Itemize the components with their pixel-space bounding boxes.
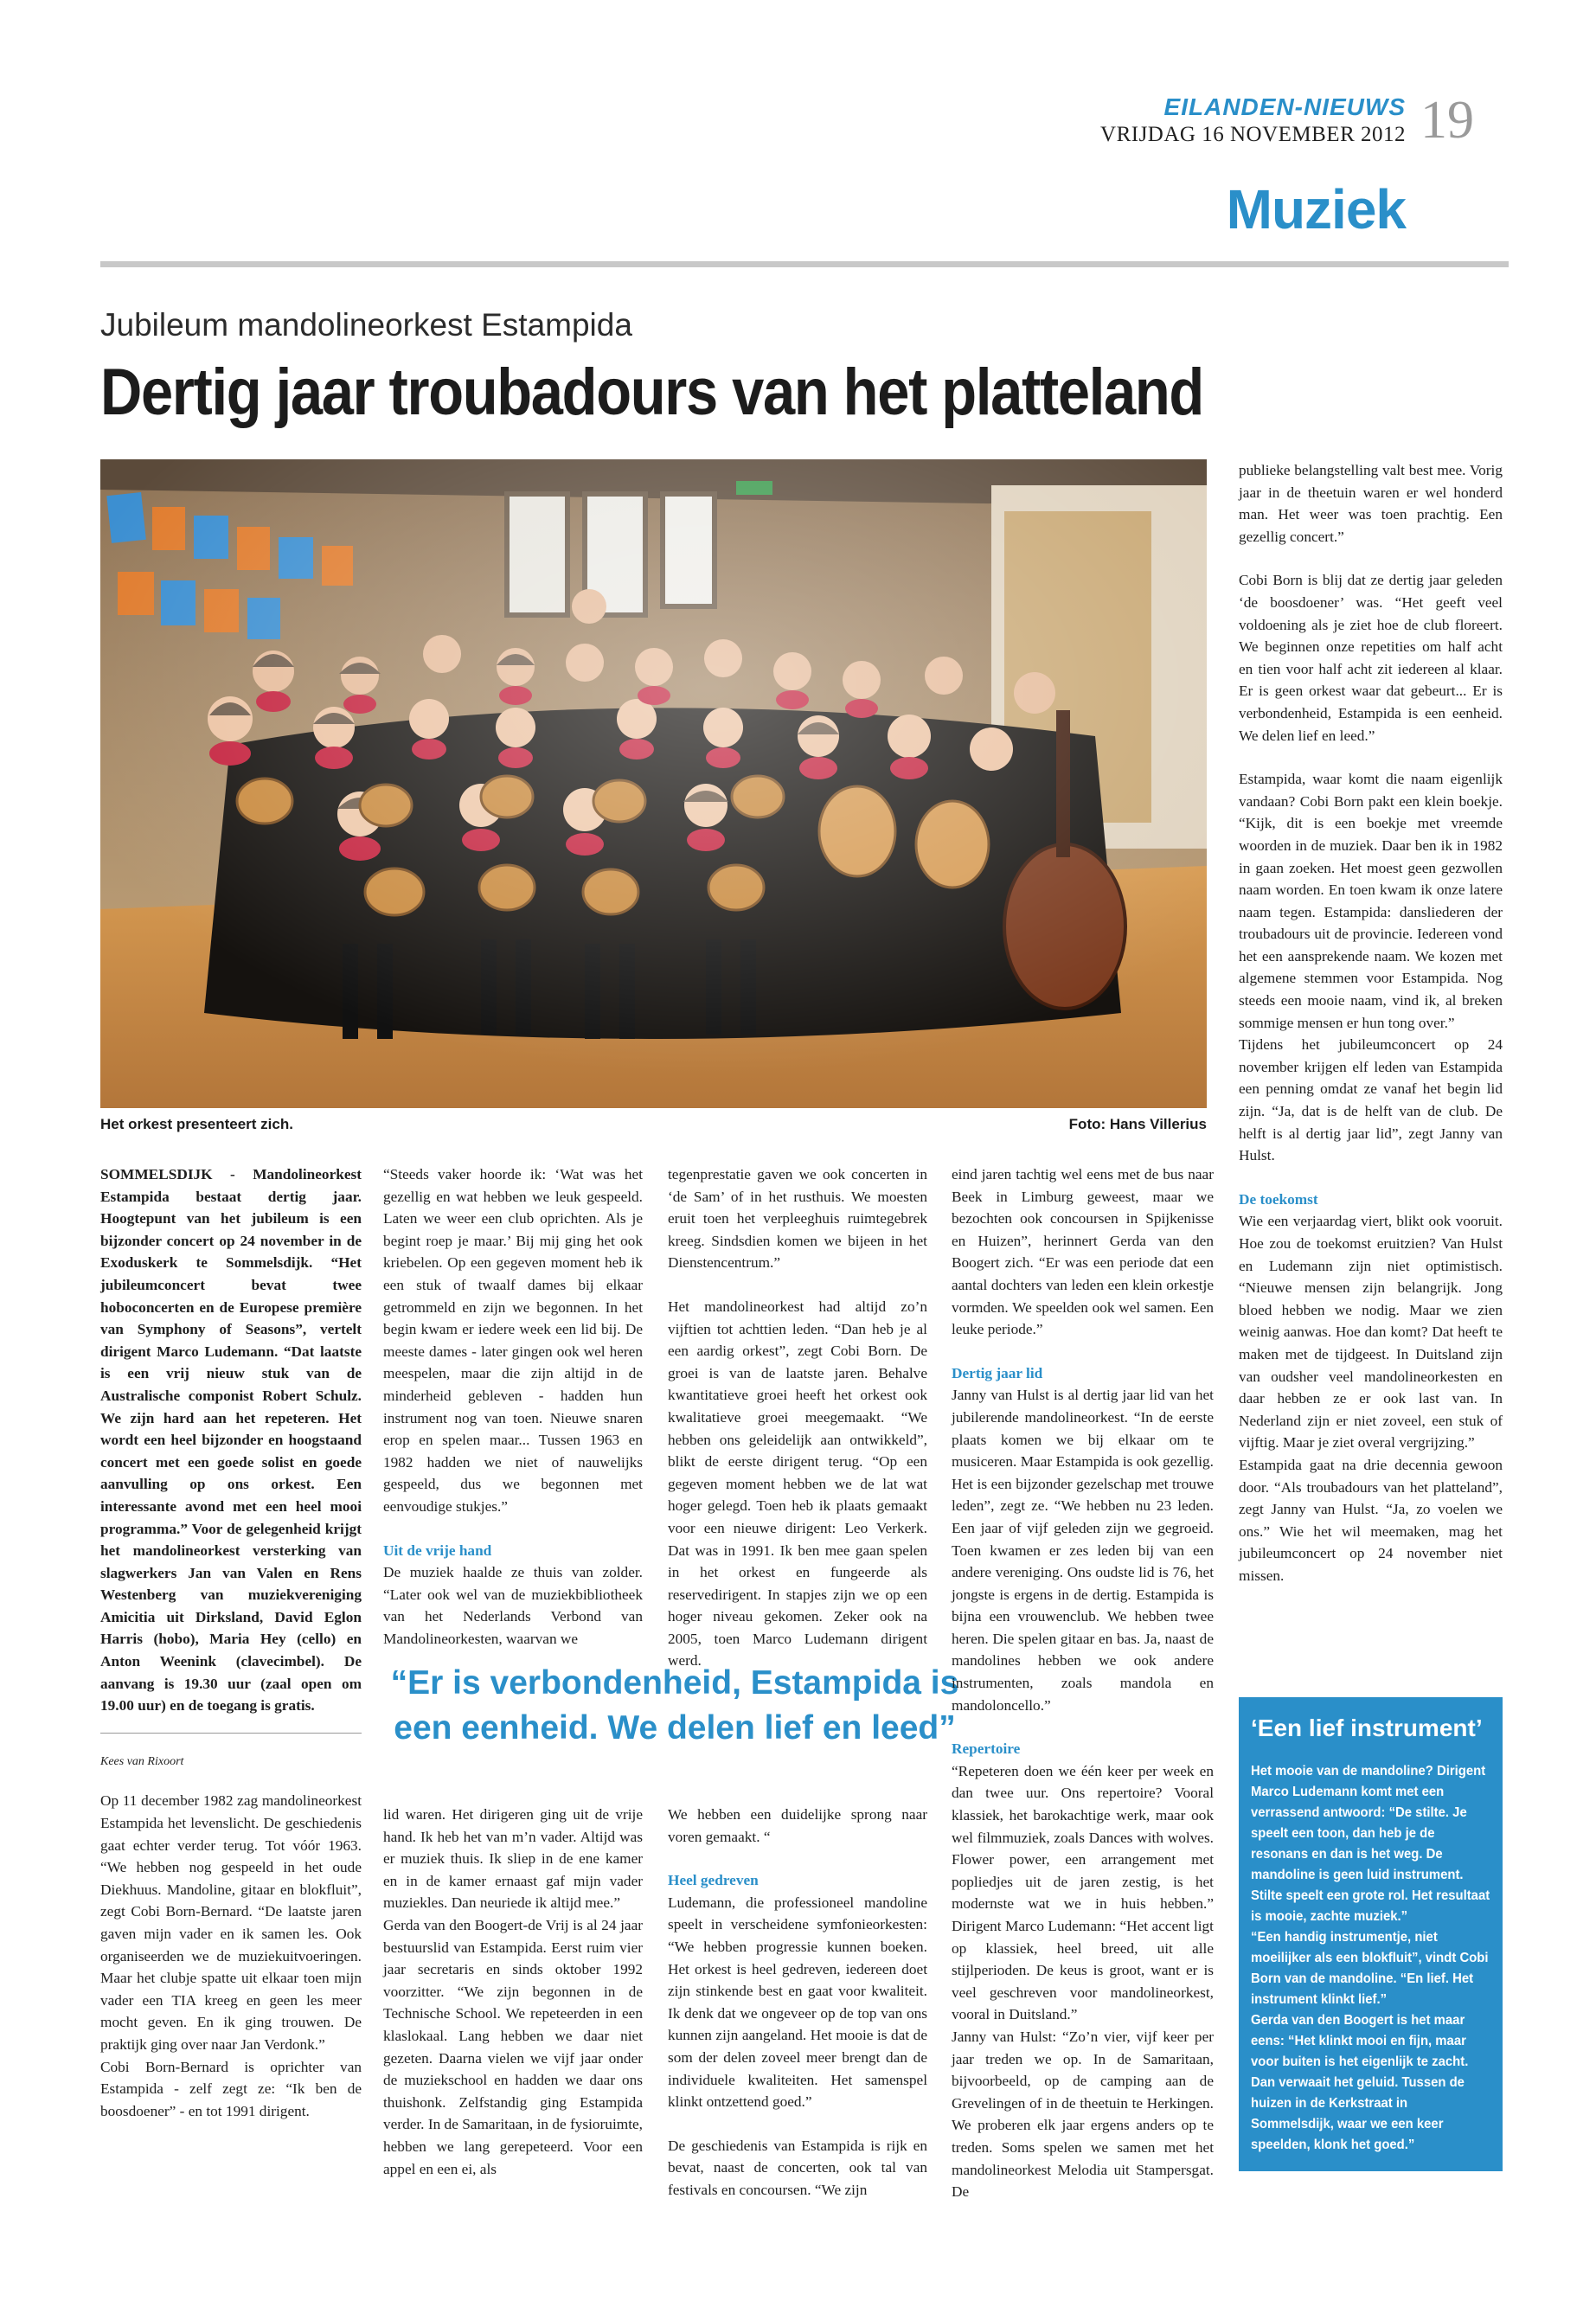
paragraph: Cobi Born is blij dat ze dertig jaar geleden ‘de boosdoener’ was. “Het geeft veel voldoening als je ziet hoe de club floreert. We beginnen onze repetities om half acht en tien voor half acht zit iedereen al klaar. Er is geen orkest waar dat gebeurt... Er is verbondenheid, Estampida is een eenheid. We delen lief en leed.” [1239, 572, 1503, 744]
article-headline: Dertig jaar troubadours van het platteland [100, 356, 1203, 429]
orchestra-photo-illustration [100, 459, 1207, 1108]
sidebar-paragraph: Het mooie van de mandoline? Dirigent Marco Ludemann komt met een verrassend antwoord: “De stilte. Je speelt een toon, dan heb je de resonans en dan is het weg. De mandoline is geen luid instrument. Stilte speelt een grote rol. Het resultaat is mooie, zachte muziek.” [1251, 1764, 1490, 1924]
paragraph: Op 11 december 1982 zag mandolineorkest Estampida het levenslicht. De geschiedenis gaat echter verder terug. Tot vóór 1963. “We hebben nog gespeeld in het oude Diekhuus. Mandoline, gitaar en blokfluit”, zegt Cobi Born-Bernard. “De laatste jaren gaven mijn vader en ik samen les. Ook organiseerden we de muziekuitvoeringen. Maar het clubje spatte uit elkaar toen mijn vader een TIA kreeg en geen les meer mocht geven. En ik ging trouwen. De praktijk ging over naar Jan Verdonk.” [100, 1792, 362, 2053]
column-4 [952, 1163, 1214, 2203]
column-divider [100, 1733, 362, 1734]
column-5 [1239, 459, 1503, 1587]
paragraph: Cobi Born-Bernard is oprichter van Estampida - zelf zegt ze: “Ik ben de boosdoener” - en tot 1991 dirigent. [100, 2058, 362, 2119]
author-byline: Kees van Rixoort [100, 1754, 184, 1768]
paragraph: lid waren. Het dirigeren ging uit de vrije hand. Ik heb het van m’n vader. Altijd was er muziek thuis. Ik sliep in de ene kamer en in de kamer ernaast gaf mijn vader muziekles. Dan neuriede ik altijd mee.” [383, 1806, 643, 1912]
paragraph: Tijdens het jubileumconcert op 24 november krijgen elf leden van Estampida een penning omdat ze vanaf het begin lid zijn. “Ja, dat is de helft van de club. De helft is al dertig jaar lid”, zegt Janny van Hulst. [1239, 1036, 1503, 1164]
subheading: De toekomst [1239, 1190, 1318, 1208]
subheading: Uit de vrije hand [383, 1541, 492, 1559]
paragraph: Janny van Hulst: “Zo’n vier, vijf keer per jaar treden we op. In de Samaritaan, bijvoorbeeld, op de camping aan de Grevelingen of in de theetuin te Herkingen. We proberen elk jaar ergens anders op te treden. Soms spelen we samen met het mandolineorkest Melodia uit Stampersgat. De [952, 2028, 1214, 2201]
column-3 [668, 1163, 927, 1672]
sidebar-box [1239, 1697, 1503, 2171]
paragraph: Ludemann, die professioneel mandoline speelt in verscheidene symfonieorkesten: “We hebben progressie kunnen boeken. Het orkest is heel gedreven, iedereen doet zijn stinkende best en gaat voor kwaliteit. Ik denk dat we ongeveer op de top van ons kunnen zijn aangeland. Het mooie is dat de som der delen zoveel meer brengt dan de individuele kwaliteiten. Het samenspel klinkt ontzettend goed.” [668, 1894, 927, 2111]
paragraph: Janny van Hulst is al dertig jaar lid van het jubilerende mandolineorkest. “In de eerste plaats komen we bij elkaar om te musiceren. Maar Estampida is ook gezellig. Het is een bijzonder gezelschap met trouwe leden”, zegt ze. “We hebben nu 23 leden. Een jaar of vijf geleden zijn we gegroeid. Toen kwamen er zes leden bij van een andere vereniging. Ons oudste lid is 76, het jongste is ergens in de dertig. Estampida is bijna een vrouwenclub. We hebben twee heren. Die spelen gitaar en bas. Ja, naast de mandolines hebben we ook andere instrumenten, zoals mandola en mandoloncello.” [952, 1387, 1214, 1714]
column-2 [383, 1163, 643, 1650]
pull-quote: “Er is verbondenheid, Estampida is een eenheid. We delen lief en leed” [390, 1664, 959, 1747]
paragraph: eind jaren tachtig wel eens met de bus naar Beek in Limburg geweest, maar we bezochten ook concoursen in Spijkenisse en Huizen”, herinnert Gerda van den Boogert zich. “Er was een periode dat een aantal dochters van leden een klein orkestje vormden. We speelden ook wel samen. Een leuke periode.” [952, 1166, 1214, 1338]
column-1 [100, 1163, 362, 2122]
column-3-continued [668, 1804, 927, 2202]
newspaper-logo: EILANDEN-NIEUWS [1163, 93, 1406, 120]
paragraph: tegenprestatie gaven we ook concerten in ‘de Sam’ of in het rusthuis. We moesten eruit toen het verpleeghuis ruimtegebrek kreeg. Sindsdien komen we bijeen in het Dienstencentrum.” [668, 1166, 927, 1272]
paragraph: We hebben een duidelijke sprong naar voren gemaakt. “ [668, 1806, 927, 1845]
photo-credit: Foto: Hans Villerius [1068, 1116, 1207, 1132]
sidebar-title: ‘Een lief instrument’ [1251, 1715, 1483, 1741]
paragraph: Estampida, waar komt die naam eigenlijk vandaan? Cobi Born pakt een klein boekje. “Kijk, dit is een boekje met vreemde woorden in de muziek. Daar ben ik in 1982 in gaan zoeken. Het moest geen gezwollen naam worden. En toen kwam ik onze latere naam tegen. Estampida: dansliederen der troubadours uit de provincie. Iedereen vond het een aansprekende naam. We kozen met algemene stemmen voor Estampida. Nog steeds een mooie naam, vind ik, al breken sommige mensen er hun tong over.” [1239, 771, 1503, 1031]
issue-date: VRIJDAG 16 NOVEMBER 2012 [1100, 123, 1406, 146]
photo-caption: Het orkest presenteert zich. [100, 1116, 293, 1132]
section-title: Muziek [1226, 178, 1406, 240]
paragraph: De geschiedenis van Estampida is rijk en bevat, naast de concerten, ook tal van festivals en concoursen. “We zijn [668, 2137, 927, 2198]
paragraph: “Repeteren doen we één keer per week en dan twee uur. Ons repertoire? Vooral klassiek, het barokachtige werk, maar ook wel filmmuziek, zoals Dances with wolves. Flower power, een arrangement met popliedjes uit de jaren zestig, is het modernste wat we in huis hebben.” Dirigent Marco Ludemann: “Het accent ligt op klassiek, heel breed, uit alle stijlperioden. De keus is groot, want er is veel geschreven voor mandolineorkest, vooral in Duitsland.” [952, 1762, 1214, 2023]
paragraph: Wie een verjaardag viert, blikt ook vooruit. Hoe zou de toekomst eruitzien? Van Hulst en Ludemann zijn niet optimistisch. “Nieuwe mensen zijn belangrijk. Jong bloed hebben we nodig. Maar we zien weinig aanwas. Hoe dan komt? Dat heeft te maken met de tijdgeest. In Duitsland zijn van oudsher veel mandolineorkesten en daar hebben ze er ook last van. In Nederland zijn er niet zoveel, een stuk of vijftig. Maar je ziet overal vergrijzing.” [1239, 1213, 1503, 1452]
paragraph: Gerda van den Boogert-de Vrij is al 24 jaar bestuurslid van Estampida. Eerst ruim vier jaar secretaris en sinds oktober 1992 voorzitter. “We zijn begonnen in de Technische School. We repeteerden in een klaslokaal. Lang hebben we daar niet gezeten. Daarna vielen we vijf jaar onder de muziekschool en hadden we daar ons thuishonk. Zelfstandig ging Estampida verder. In de Samaritaan, in de fysioruimte, hebben we lang gerepeteerd. Voor een appel en een ei, als [383, 1916, 643, 2177]
paragraph: Het mandolineorkest had altijd zo’n vijftien tot achttien leden. “Dan heb je al een aardig orkest”, zegt Cobi Born. De groei is van de laatste jaren. Behalve kwantitatieve groei heeft het orkest ook kwalitatieve groei meegemaakt. “We hebben ons geleidelijk aan ontwikkeld”, blikt de eerste dirigent terug. “Op een gegeven moment hebben we de lat wat hoger gelegd. Toen heb ik plaats gemaakt voor een nieuwe dirigent: Leo Verkerk. Dat was in 1991. Ik ben mee gaan spelen in het orkest en fungeerde als reservedirigent. In stapjes zijn we op een hoger niveau gekomen. Zeker ook na 2005, toen Marco Ludemann dirigent werd. [668, 1298, 927, 1670]
article-kicker: Jubileum mandolineorkest Estampida [100, 307, 632, 343]
sidebar-paragraph: Gerda van den Boogert is het maar eens: “Het klinkt mooi en fijn, maar voor buiten is het eigenlijk te zacht. Dan verwaait het geluid. Tussen de huizen in de Kerkstraat in Sommelsdijk, waar we een keer speelden, klonk het goed.” [1251, 2013, 1469, 2152]
header-rule [100, 261, 1509, 267]
paragraph: Estampida gaat na drie decennia gewoon door. “Als troubadours van het platteland”, zegt Janny van Hulst. “Ja, zo voelen we ons.” Wie het wil meemaken, mag het jubileumconcert op 24 november niet missen. [1239, 1456, 1503, 1584]
subheading: Repertoire [952, 1740, 1021, 1758]
subheading: Dertig jaar lid [952, 1364, 1043, 1381]
paragraph: De muziek haalde ze thuis van zolder. “Later ook wel van de muziekbibliotheek van het Nederlands Verbond van Mandolineorkesten, waarvan we [383, 1564, 643, 1647]
sidebar-paragraph: “Een handig instrumentje, niet moeilijker als een blokfluit”, vindt Cobi Born van de mandoline. “En lief. Het instrument klinkt lief.” [1251, 1930, 1489, 2007]
orchestra-photo [100, 459, 1207, 1108]
paragraph: publieke belangstelling valt best mee. Vorig jaar in de theetuin waren er wel honderd man. Het weer was toen prachtig. Een gezellig concert.” [1239, 462, 1503, 545]
column-2-continued [383, 1804, 643, 2180]
subheading: Heel gedreven [668, 1872, 759, 1889]
sidebar-body [1251, 1761, 1492, 2156]
paragraph: “Steeds vaker hoorde ik: ‘Wat was het gezellig en wat hebben we leuk gespeeld. Laten we weer een club oprichten. Als je begint roep je maar.’ Bij mij ging het ook kriebelen. Op een gegeven moment heb ik een stuk of twaalf dames bij elkaar getrommeld en zijn we begonnen. In het begin kwam er iedere week een lid bij. De meeste dames - later gingen ook wel heren meespelen, maar die zijn altijd in de minderheid gebleven - hadden hun instrument nog van toen. Nieuwe snaren erop en spelen maar... Tussen 1963 en 1982 hadden we niet of nauwelijks gespeeld, dus we begonnen met eenvoudige stukjes.” [383, 1166, 643, 1515]
page-number: 19 [1420, 91, 1474, 150]
article-lead: SOMMELSDIJK - Mandolineorkest Estampida bestaat dertig jaar. Hoogtepunt van het jubileum is een bijzonder concert op 24 november in de Exoduskerk te Sommelsdijk. “Het jubileumconcert bevat twee hoboconcerten en de Europese première van Symphony of Seasons”, vertelt dirigent Marco Ludemann. “Dat laatste is een vrij nieuw stuk van de Australische componist Robert Schulz. We zijn hard aan het repeteren. Het wordt een heel bijzonder en hoogstaand concert met een goede solist en goede aanvulling op ons orkest. Een interessante avond met een heel mooi programma.” Voor de gelegenheid krijgt het mandolineorkest versterking van slagwerkers Jan van Valen en Rens Westenberg van muziekvereniging Amicitia uit Dirksland, David Eglon Harris (hobo), Maria Hey (cello) en Anton Weenink (clavecimbel). De aanvang is 19.30 uur (zaal open om 19.00 uur) en de toegang is gratis. [100, 1166, 362, 1715]
